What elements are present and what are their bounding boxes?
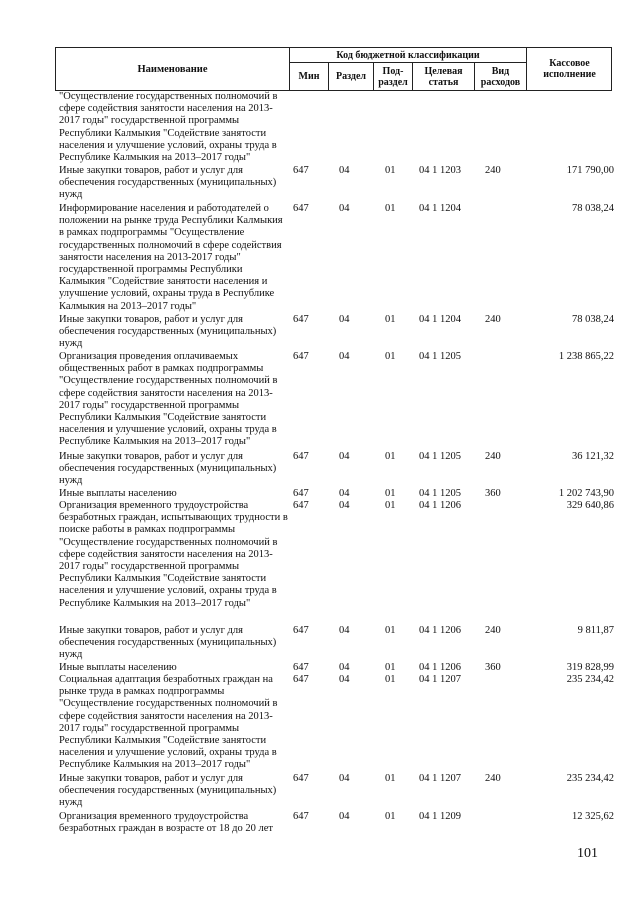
row-podrazdel: 01 bbox=[385, 451, 396, 462]
row-min: 647 bbox=[293, 500, 309, 511]
row-razdel: 04 bbox=[339, 500, 350, 511]
row-razdel: 04 bbox=[339, 165, 350, 176]
row-razdel: 04 bbox=[339, 488, 350, 499]
row-podrazdel: 01 bbox=[385, 811, 396, 822]
row-cs: 04 1 1205 bbox=[419, 488, 461, 499]
row-razdel: 04 bbox=[339, 662, 350, 673]
row-amount: 9 811,87 bbox=[577, 625, 614, 636]
row-min: 647 bbox=[293, 451, 309, 462]
row-min: 647 bbox=[293, 488, 309, 499]
row-amount: 329 640,86 bbox=[566, 500, 614, 511]
row-podrazdel: 01 bbox=[385, 488, 396, 499]
row-amount: 319 828,99 bbox=[566, 662, 614, 673]
row-cs: 04 1 1203 bbox=[419, 165, 461, 176]
row-podrazdel: 01 bbox=[385, 351, 396, 362]
row-cs: 04 1 1206 bbox=[419, 662, 461, 673]
row-vr: 240 bbox=[485, 165, 501, 176]
row-razdel: 04 bbox=[339, 314, 350, 325]
header-podrazdel: Под- раздел bbox=[373, 63, 412, 90]
row-podrazdel: 01 bbox=[385, 773, 396, 784]
header-kassovoe: Кассовое исполнение bbox=[526, 48, 612, 90]
row-razdel: 04 bbox=[339, 811, 350, 822]
row-name: Иные закупки товаров, работ и услуг для обеспечения государственных (муниципальных) нужд bbox=[59, 314, 277, 350]
row-vr: 240 bbox=[485, 451, 501, 462]
row-razdel: 04 bbox=[339, 203, 350, 214]
row-name: Организация проведения оплачиваемых общественных работ в рамках подпрограммы "Осуществление государственных полномочий в сфере содействия занятости населения на 2013-2017 годы" государственной программы Республики Калмыкия "Содействие занятости населения и улучшение условий, охраны труда в Республике Калмыкия на 2013–2017 годы" bbox=[59, 351, 278, 448]
row-min: 647 bbox=[293, 625, 309, 636]
row-min: 647 bbox=[293, 811, 309, 822]
row-min: 647 bbox=[293, 674, 309, 685]
row-cs: 04 1 1206 bbox=[419, 500, 461, 511]
row-podrazdel: 01 bbox=[385, 203, 396, 214]
row-vr: 360 bbox=[485, 662, 501, 673]
row-min: 647 bbox=[293, 314, 309, 325]
row-name: Иные закупки товаров, работ и услуг для обеспечения государственных (муниципальных) нужд bbox=[59, 773, 277, 809]
row-name: Организация временного трудоустройства безработных граждан в возрасте от 18 до 20 лет bbox=[59, 811, 273, 835]
row-cs: 04 1 1207 bbox=[419, 773, 461, 784]
row-name: Иные закупки товаров, работ и услуг для обеспечения государственных (муниципальных) нужд bbox=[59, 451, 277, 487]
header-razdel: Раздел bbox=[328, 63, 373, 90]
row-amount: 235 234,42 bbox=[566, 773, 614, 784]
row-min: 647 bbox=[293, 351, 309, 362]
row-name: Иные выплаты населению bbox=[59, 488, 177, 499]
row-amount: 36 121,32 bbox=[572, 451, 614, 462]
row-razdel: 04 bbox=[339, 351, 350, 362]
row-podrazdel: 01 bbox=[385, 625, 396, 636]
row-amount: 1 238 865,22 bbox=[558, 351, 614, 362]
row-vr: 360 bbox=[485, 488, 501, 499]
row-podrazdel: 01 bbox=[385, 165, 396, 176]
row-razdel: 04 bbox=[339, 625, 350, 636]
row-cs: 04 1 1204 bbox=[419, 314, 461, 325]
row-podrazdel: 01 bbox=[385, 314, 396, 325]
row-amount: 235 234,42 bbox=[566, 674, 614, 685]
page-number: 101 bbox=[577, 846, 598, 861]
row-cs: 04 1 1205 bbox=[419, 451, 461, 462]
row-cs: 04 1 1204 bbox=[419, 203, 461, 214]
row-cs: 04 1 1209 bbox=[419, 811, 461, 822]
row-name: Иные выплаты населению bbox=[59, 662, 177, 673]
row-amount: 1 202 743,90 bbox=[558, 488, 614, 499]
row-name: "Осуществление государственных полномочий в сфере содействия занятости населения на 2013-2017 годы" государственной программы Республики Калмыкия "Содействие занятости населения и улучшение условий, охраны труда в Республике Калмыкия на 2013–2017 годы" bbox=[59, 91, 278, 164]
row-name: Организация временного трудоустройства безработных граждан, испытывающих трудности в поиске работы в рамках подпрограммы "Осуществление государственных полномочий в сфере содействия занятости населения на 2013-2017 годы" государственной программы Республики Калмыкия "Содействие занятости населения и улучшение условий, охраны труда в Республике Калмыкия на 2013–2017 годы" bbox=[59, 500, 288, 609]
row-vr: 240 bbox=[485, 314, 501, 325]
header-kbk: Код бюджетной классификации bbox=[289, 48, 526, 63]
row-name: Информирование населения и работодателей о положении на рынке труда Республики Калмыкия в рамках подпрограммы "Осуществление государственных полномочий в сфере содействия занятости населения на 2013-2017 годы" государственной программы Республики Калмыкия "Содействие занятости населения и улучшение условий, охраны труда в Республике Калмыкия на 2013–2017 годы" bbox=[59, 203, 283, 312]
row-name: Социальная адаптация безработных граждан на рынке труда в рамках подпрограммы "Осуществление государственных полномочий в сфере содействия занятости населения на 2013-2017 годы" государственной программы Республики Калмыкия "Содействие занятости населения и улучшение условий, охраны труда в Республике Калмыкия на 2013–2017 годы" bbox=[59, 674, 278, 771]
row-razdel: 04 bbox=[339, 773, 350, 784]
row-name: Иные закупки товаров, работ и услуг для обеспечения государственных (муниципальных) нужд bbox=[59, 625, 277, 661]
row-podrazdel: 01 bbox=[385, 674, 396, 685]
row-razdel: 04 bbox=[339, 451, 350, 462]
row-podrazdel: 01 bbox=[385, 662, 396, 673]
header-min: Мин bbox=[289, 63, 328, 90]
header-vid: Вид расходов bbox=[474, 63, 526, 90]
row-min: 647 bbox=[293, 203, 309, 214]
row-min: 647 bbox=[293, 662, 309, 673]
row-amount: 78 038,24 bbox=[572, 314, 614, 325]
row-cs: 04 1 1207 bbox=[419, 674, 461, 685]
row-vr: 240 bbox=[485, 773, 501, 784]
row-cs: 04 1 1206 bbox=[419, 625, 461, 636]
header-name: Наименование bbox=[137, 63, 208, 75]
row-min: 647 bbox=[293, 165, 309, 176]
row-razdel: 04 bbox=[339, 674, 350, 685]
row-vr: 240 bbox=[485, 625, 501, 636]
row-name: Иные закупки товаров, работ и услуг для обеспечения государственных (муниципальных) нужд bbox=[59, 165, 277, 201]
row-amount: 78 038,24 bbox=[572, 203, 614, 214]
row-min: 647 bbox=[293, 773, 309, 784]
header-celevaya: Целевая статья bbox=[412, 63, 474, 90]
row-amount: 171 790,00 bbox=[566, 165, 614, 176]
row-podrazdel: 01 bbox=[385, 500, 396, 511]
row-amount: 12 325,62 bbox=[572, 811, 614, 822]
row-cs: 04 1 1205 bbox=[419, 351, 461, 362]
